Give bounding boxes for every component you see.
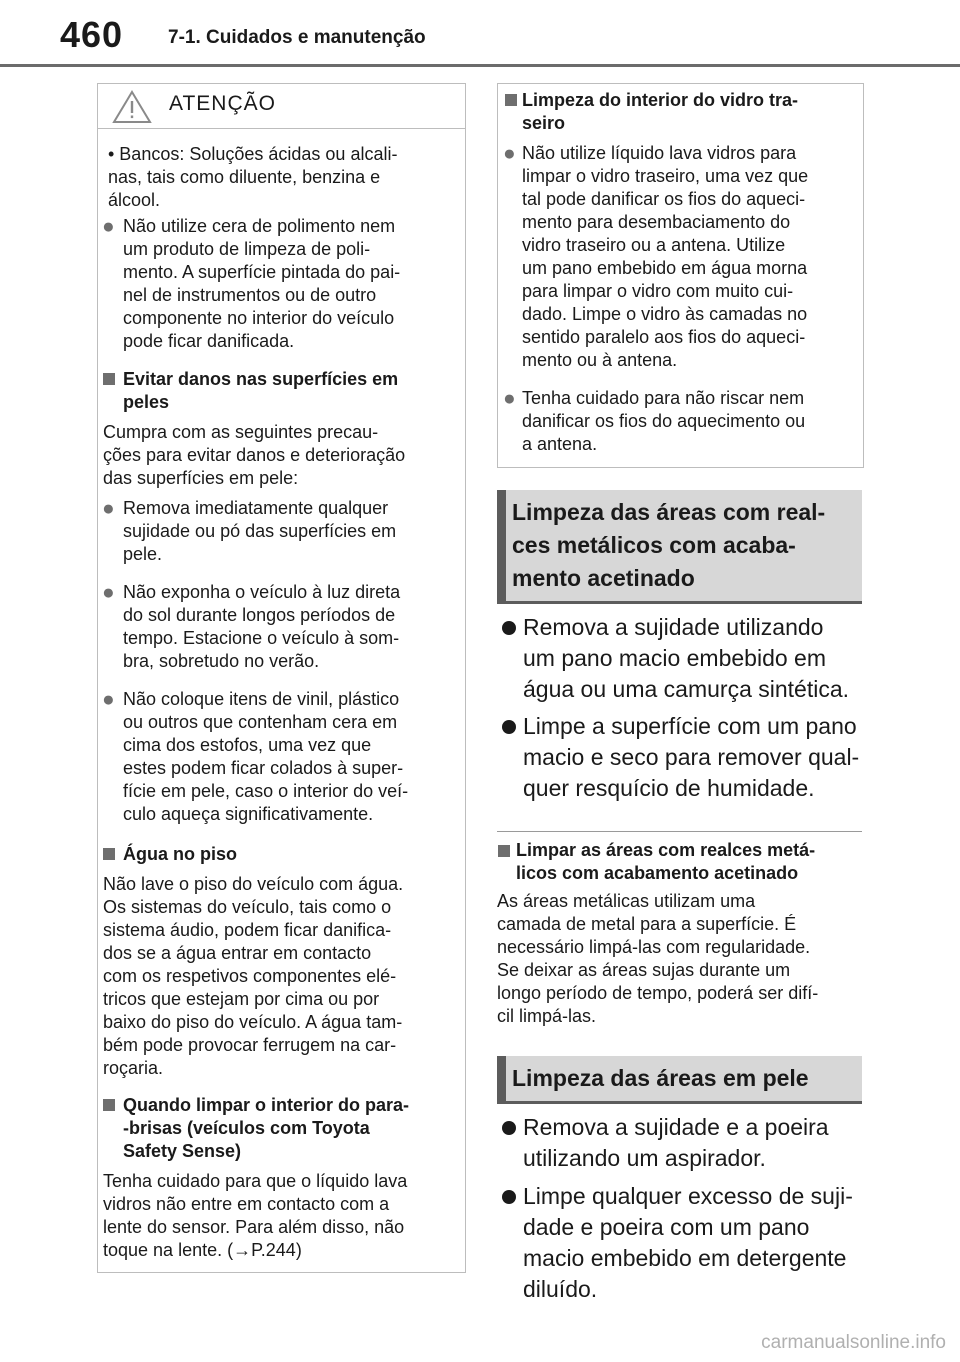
wax-item: Não utilize cera de polimento nem um produto de limpeza de poli- mento. A superfície pintada do pai- nel de instrumentos ou de outro componente no interior do veículo pode ficar danificada. [123, 216, 401, 351]
page-header [0, 0, 960, 68]
satin-sub-heading: Limpar as áreas com realces metá- licos com acabamento acetinado [516, 840, 816, 883]
watermark: carmanualsonline.info [761, 1332, 946, 1353]
bullet-dot-icon [502, 720, 516, 734]
leather-intro: Cumpra com as seguintes precau- ções para evitar danos e deterioração das superfícies em pele: [103, 422, 406, 488]
section-title: 7-1. Cuidados e manutenção [168, 27, 426, 48]
floor-text: Não lave o piso do veículo com água. Os sistemas do veículo, tais como o sistema áudio, podem ficar danifica- dos se a água entrar em contacto com os respetivos componentes elé- tricos que estejam por cima ou por baixo do piso do veículo. A água tam- bém pode provocar ferrugem na car- roçaria. [103, 874, 404, 1078]
floor-heading: Água no piso [123, 844, 237, 864]
square-bullet-icon [103, 373, 115, 385]
square-bullet-icon [505, 94, 517, 106]
satin-sub-text: As áreas metálicas utilizam uma camada de metal para a superfície. É necessário limpá-las com regularidade. Se deixar as áreas sujas durante um longo período de tempo, poderá ser difí- cil limpá-las. [497, 891, 819, 1026]
bullet-dot-icon [502, 1121, 516, 1135]
leather-item-1: Remova imediatamente qualquer sujidade ou pó das superfícies em pele. [123, 498, 397, 564]
bullet-icon: ● [503, 387, 516, 410]
satin-section-title: Limpeza das áreas com real- ces metálicos com acaba- mento acetinado [512, 499, 826, 591]
square-bullet-icon [103, 848, 115, 860]
leather-clean-item-2: Limpe qualquer excesso de suji- dade e poeira com um pano macio embebido em detergente diluído. [523, 1183, 853, 1302]
leather-section-title: Limpeza das áreas em pele [512, 1065, 809, 1091]
attention-box [97, 83, 466, 1273]
leather-section-band [497, 1056, 862, 1104]
bullet-dot-icon [502, 621, 516, 635]
divider [497, 831, 862, 832]
bullet-icon: ● [102, 215, 115, 238]
bullet-icon: ● [503, 142, 516, 165]
page-number: 460 [60, 14, 124, 55]
bullet-icon: ● [102, 688, 115, 711]
bullet-icon: ● [102, 581, 115, 604]
bullet-dot-icon [502, 1190, 516, 1204]
attention-header [98, 84, 465, 129]
attention-title: ATENÇÃO [169, 92, 276, 115]
header-rule [0, 64, 960, 67]
square-bullet-icon [498, 845, 510, 857]
satin-item-2: Limpe a superfície com um pano macio e seco para remover qual- quer resquício de humidade. [523, 713, 860, 801]
leather-item-2: Não exponha o veículo à luz direta do sol durante longos períodos de tempo. Estacione o veículo à som- bra, sobretudo no verão. [123, 582, 401, 671]
windshield-heading: Quando limpar o interior do para- -brisas (veículos com Toyota Safety Sense) [123, 1095, 410, 1161]
bullet-icon: ● [102, 497, 115, 520]
leather-item-3: Não coloque itens de vinil, plástico ou outros que contenham cera em cima dos estofos, uma vez que estes podem ficar colados à super- fície em pele, caso o interior do veí- culo aqueça significativamente. [123, 689, 409, 824]
rear-glass-item-2: Tenha cuidado para não riscar nem danificar os fios do aquecimento ou a antena. [522, 388, 806, 454]
leather-clean-item-1: Remova a sujidade e a poeira utilizando um aspirador. [523, 1114, 829, 1171]
windshield-text: Tenha cuidado para que o líquido lava vidros não entre em contacto com a lente do sensor. Para além disso, não toque na lente. (→P.244) [103, 1171, 408, 1260]
leather-heading: Evitar danos nas superfícies em peles [123, 369, 399, 412]
seats-item: • Bancos: Soluções ácidas ou alcali- nas, tais como diluente, benzina e álcool. [108, 144, 398, 210]
warning-triangle-icon [112, 89, 152, 125]
satin-item-1: Remova a sujidade utilizando um pano macio embebido em água ou uma camurça sintética. [523, 614, 850, 702]
rear-glass-heading: Limpeza do interior do vidro tra- seiro [522, 90, 799, 133]
rear-glass-item-1: Não utilize líquido lava vidros para limpar o vidro traseiro, uma vez que tal pode danificar os fios do aqueci- mento para desembaciamento do vidro traseiro ou a antena. Utilize um pano embebido em água morna para limpar o vidro com muito cui- dado. Limpe o vidro às camadas no sentido paralelo aos fios do aqueci- mento ou à antena. [522, 143, 809, 370]
satin-section-band [497, 490, 862, 604]
rear-glass-box [497, 83, 864, 468]
square-bullet-icon [103, 1099, 115, 1111]
